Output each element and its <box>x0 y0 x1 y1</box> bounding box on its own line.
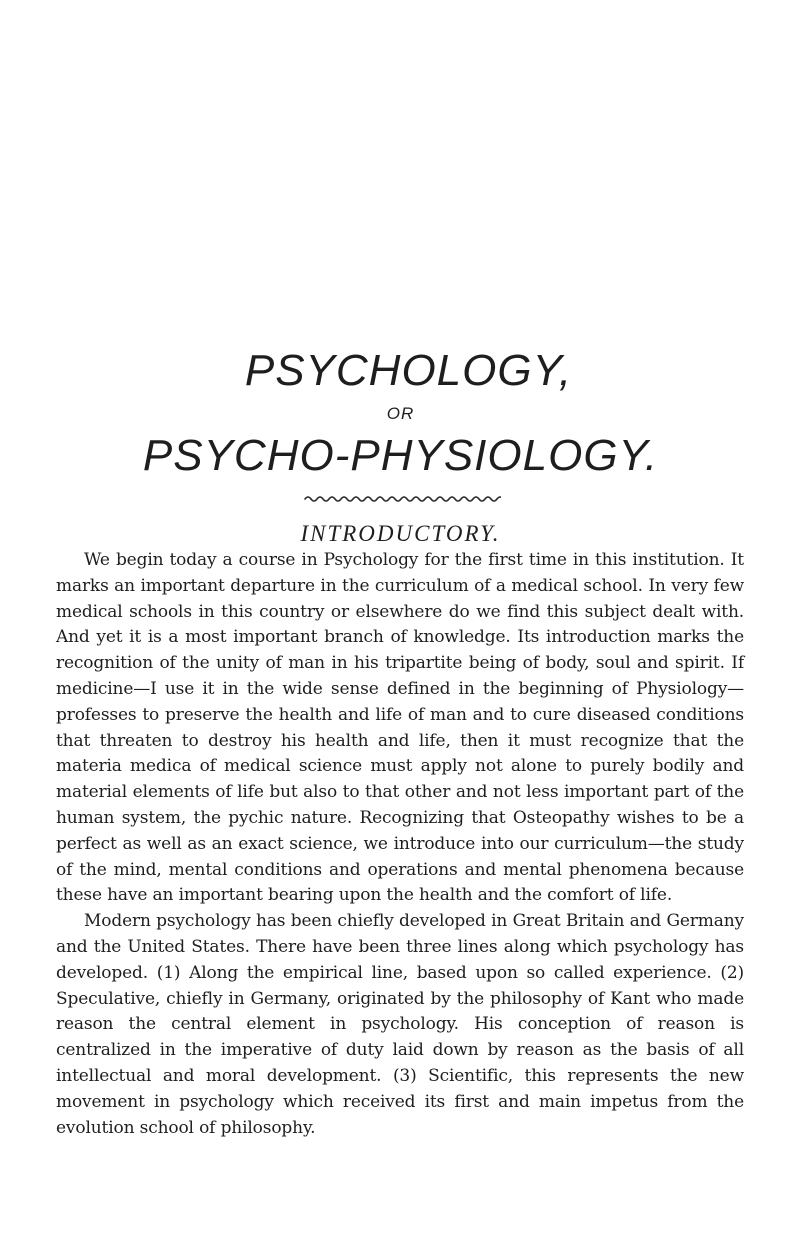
paragraph-1: We begin today a course in Psychology for the first time in this institution. It marks an important departure in the curriculum of a medical school. In very few medical schools in this country or elsewhere do we find this subject dealt with. And yet it is a most important branch of knowledge. Its introduction marks the recognition of the unity of man in his tripartite being of body, soul and spirit. If medicine—I use it in the wide sense defined in the beginning of Physiology—professes to preserve the health and life of man and to cure diseased conditions that threaten to destroy his health and life, then it must recognize that the materia medica of medical science must apply not alone to purely bodily and material elements of life but also to that other and not less important part of the human system, the pychic nature. Recognizing that Osteopathy wishes to be a perfect as well as an exact science, we introduce into our curriculum—the study of the mind, mental conditions and operations and mental phenomena because these have an important bearing upon the health and the comfort of life. <box>56 550 744 906</box>
body-text <box>56 548 744 1141</box>
title-or: OR <box>386 404 415 423</box>
title-sub: PSYCHO-PHYSIOLOGY. <box>142 431 659 480</box>
section-heading: INTRODUCTORY. <box>300 521 501 546</box>
title-main: PSYCHOLOGY, <box>244 346 573 395</box>
wavy-rule-ornament <box>303 492 501 506</box>
paragraph-2: Modern psychology has been chiefly developed in Great Britain and Germany and the United States. There have been three lines along which psychology has developed. (1) Along the empirical line, based upon so called experience. (2) Speculative, chiefly in Germany, originated by the philosophy of Kant who made reason the central element in psychology. His conception of reason is centralized in the imperative of duty laid down by reason as the basis of all intellectual and moral development. (3) Scientific, this represents the new movement in psychology which received its first and main impetus from the evolution school of philosophy. <box>56 911 744 1138</box>
